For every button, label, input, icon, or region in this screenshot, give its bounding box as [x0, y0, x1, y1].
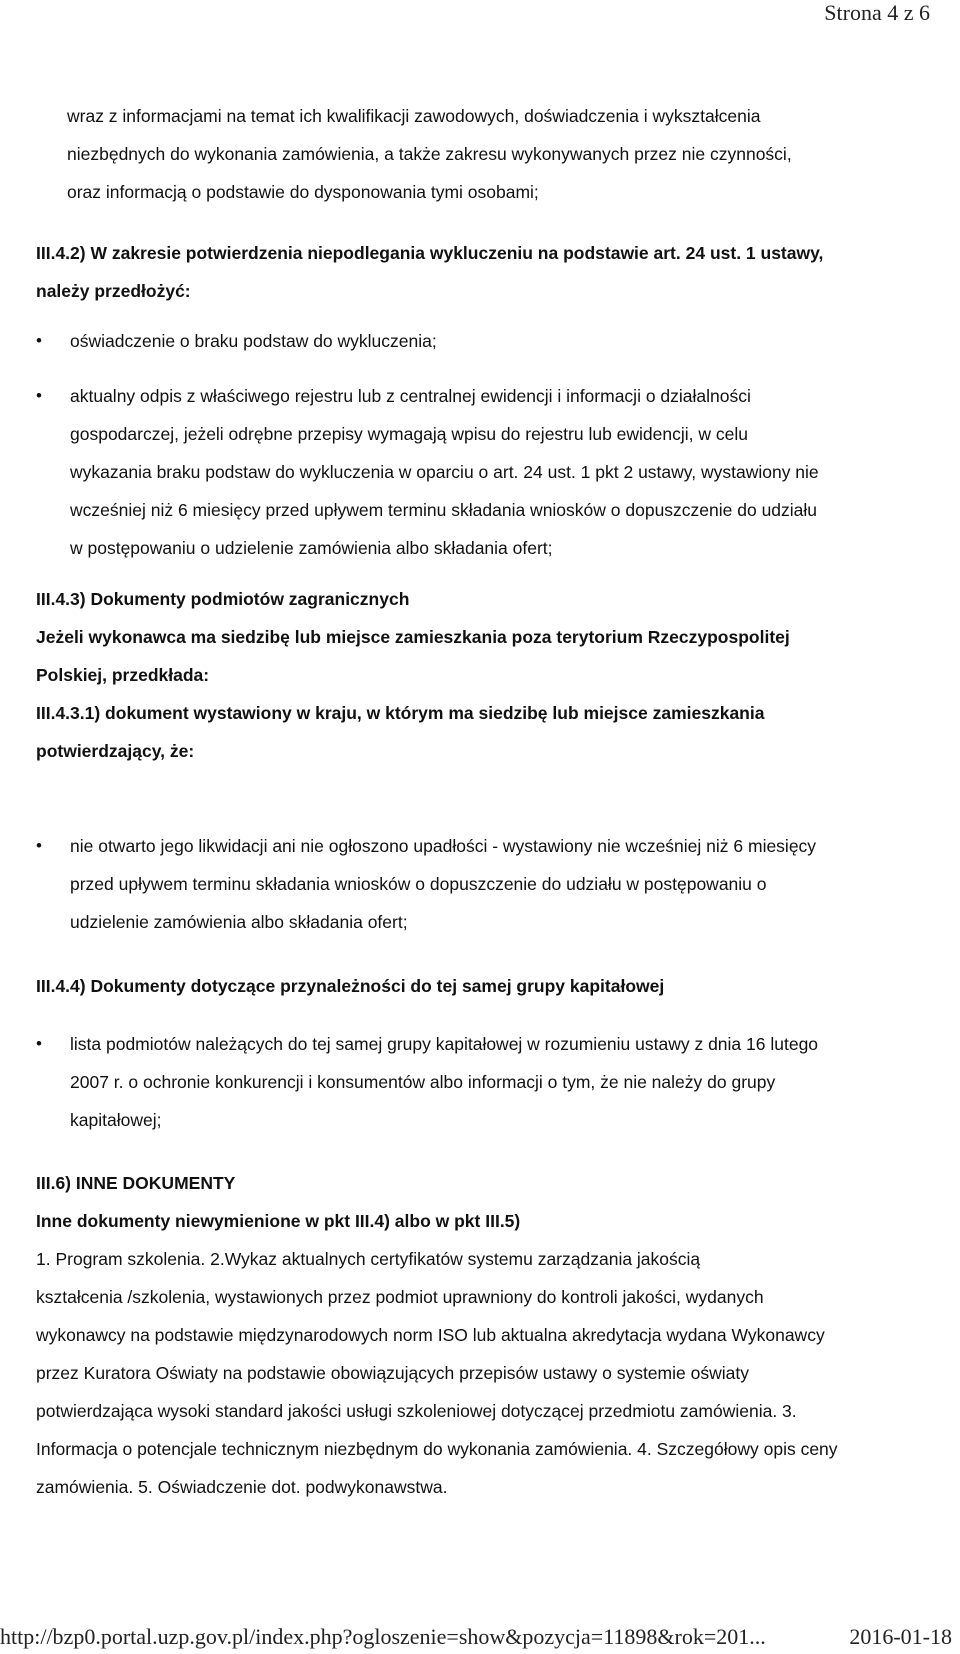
bullet-list-iii-4-2	[36, 322, 926, 360]
intro-line: wraz z informacjami na temat ich kwalifikacji zawodowych, doświadczenia i wykształcenia	[67, 106, 761, 126]
list-item-text: nie otwarto jego likwidacji ani nie ogłoszono upadłości - wystawiony nie wcześniej niż 6 miesięcy	[70, 836, 817, 856]
body-line: potwierdzająca wysoki standard jakości usługi szkoleniowej dotyczącej przedmiotu zamówienia. 3.	[36, 1401, 797, 1421]
list-item-text: oświadczenie o braku podstaw do wykluczenia;	[70, 331, 437, 351]
section-iii-4-3	[36, 580, 926, 770]
list-item-text: przed upływem terminu składania wniosków o dopuszczenie do udziału w postępowaniu o	[70, 874, 767, 894]
section-subheading: Jeżeli wykonawca ma siedzibę lub miejsce zamieszkania poza terytorium Rzeczypospolitej	[36, 627, 790, 647]
page-footer	[0, 1624, 960, 1654]
bullet-icon: •	[36, 331, 42, 350]
list-item	[36, 322, 926, 360]
bullet-icon: •	[36, 386, 42, 405]
intro-line: oraz informacją o podstawie do dysponowania tymi osobami;	[67, 182, 539, 202]
intro-line: niezbędnych do wykonania zamówienia, a także zakresu wykonywanych przez nie czynności,	[67, 144, 792, 164]
section-heading: należy przedłożyć:	[36, 281, 191, 301]
list-item-text: gospodarczej, jeżeli odrębne przepisy wymagają wpisu do rejestru lub ewidencji, w celu	[70, 424, 748, 444]
bullet-list-iii-4-2-b	[36, 377, 926, 567]
list-item	[36, 1025, 926, 1139]
section-subheading: potwierdzający, że:	[36, 741, 195, 761]
page-number-label: Strona 4 z 6	[824, 0, 930, 25]
section-heading: III.4.2) W zakresie potwierdzenia niepodlegania wykluczeniu na podstawie art. 24 ust. 1 ustawy,	[36, 243, 824, 263]
body-line: Informacja o potencjale technicznym niezbędnym do wykonania zamówienia. 4. Szczegółowy opis ceny	[36, 1439, 838, 1459]
section-iii-4-2	[36, 234, 926, 310]
section-iii-6	[36, 1164, 926, 1506]
body-line: 1. Program szkolenia. 2.Wykaz aktualnych certyfikatów systemu zarządzania jakością	[36, 1249, 701, 1269]
section-subheading: Polskiej, przedkłada:	[36, 665, 210, 685]
section-heading: III.4.4) Dokumenty dotyczące przynależności do tej samej grupy kapitałowej	[36, 976, 665, 996]
list-item-text: wcześniej niż 6 miesięcy przed upływem terminu składania wniosków o dopuszczenie do udziału	[70, 500, 818, 520]
list-item-text: kapitałowej;	[70, 1110, 162, 1130]
list-item-text: udzielenie zamówienia albo składania ofert;	[70, 912, 408, 932]
body-line: zamówienia. 5. Oświadczenie dot. podwykonawstwa.	[36, 1477, 448, 1497]
section-subheading: III.4.3.1) dokument wystawiony w kraju, w którym ma siedzibę lub miejsce zamieszkania	[36, 703, 765, 723]
footer-date: 2016-01-18	[849, 1624, 952, 1649]
list-item-text: lista podmiotów należących do tej samej grupy kapitałowej w rozumieniu ustawy z dnia 16 lutego	[70, 1034, 819, 1054]
section-subheading: Inne dokumenty niewymienione w pkt III.4) albo w pkt III.5)	[36, 1211, 521, 1231]
section-heading: III.4.3) Dokumenty podmiotów zagranicznych	[36, 589, 410, 609]
list-item-text: wykazania braku podstaw do wykluczenia w oparciu o art. 24 ust. 1 pkt 2 ustawy, wystawiony nie	[70, 462, 819, 482]
section-heading: III.6) INNE DOKUMENTY	[36, 1173, 236, 1193]
list-item	[36, 827, 926, 941]
list-item-text: w postępowaniu o udzielenie zamówienia albo składania ofert;	[70, 538, 553, 558]
body-line: przez Kuratora Oświaty na podstawie obowiązujących przepisów ustawy o systemie oświaty	[36, 1363, 749, 1383]
list-item-text: aktualny odpis z właściwego rejestru lub z centralnej ewidencji i informacji o działalności	[70, 386, 751, 406]
body-line: kształcenia /szkolenia, wystawionych przez podmiot uprawniony do kontroli jakości, wydanych	[36, 1287, 764, 1307]
list-item-text: 2007 r. o ochronie konkurencji i konsumentów albo informacji o tym, że nie należy do grupy	[70, 1072, 776, 1092]
section-iii-4-4	[36, 967, 926, 1005]
bullet-list-iii-4-3	[36, 827, 926, 941]
intro-paragraph	[67, 97, 927, 211]
bullet-icon: •	[36, 836, 42, 855]
footer-url-link[interactable]: http://bzp0.portal.uzp.gov.pl/index.php?ogloszenie=show&pozycja=11898&rok=201...	[0, 1624, 766, 1649]
body-line: wykonawcy na podstawie międzynarodowych norm ISO lub aktualna akredytacja wydana Wykonawcy	[36, 1325, 825, 1345]
list-item	[36, 377, 926, 567]
bullet-icon: •	[36, 1034, 42, 1053]
bullet-list-iii-4-4	[36, 1025, 926, 1139]
